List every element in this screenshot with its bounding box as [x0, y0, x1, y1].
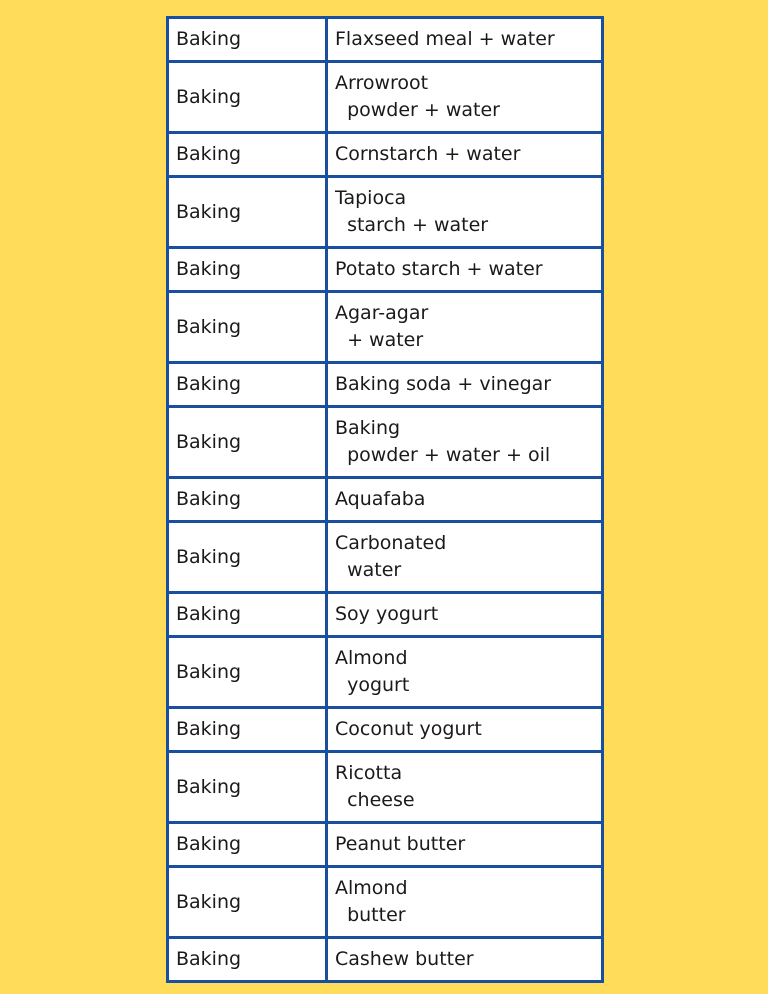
category-cell: Baking — [168, 637, 327, 708]
category-cell: Baking — [168, 177, 327, 248]
substitute-cell — [327, 62, 603, 133]
substitute-line: powder + water — [335, 99, 500, 121]
substitute-line: Flaxseed meal + water — [335, 28, 555, 50]
substitute-line: Agar-agar — [335, 302, 429, 324]
table-row — [168, 637, 603, 708]
category-cell: Baking — [168, 363, 327, 407]
table-row — [168, 938, 603, 982]
category-cell: Baking — [168, 62, 327, 133]
substitute-cell — [327, 823, 603, 867]
substitute-cell — [327, 522, 603, 593]
substitute-line: Potato starch + water — [335, 258, 543, 280]
table-row — [168, 292, 603, 363]
category-cell: Baking — [168, 478, 327, 522]
substitute-line: Tapioca — [335, 187, 407, 209]
category-cell: Baking — [168, 708, 327, 752]
table-row — [168, 62, 603, 133]
substitute-line: Arrowroot — [335, 72, 429, 94]
substitute-line: butter — [335, 904, 406, 926]
substitute-cell — [327, 938, 603, 982]
substitute-line: Peanut butter — [335, 833, 466, 855]
category-cell: Baking — [168, 752, 327, 823]
substitutes-table — [166, 16, 604, 983]
table-row — [168, 478, 603, 522]
category-cell: Baking — [168, 292, 327, 363]
table-row — [168, 248, 603, 292]
category-cell: Baking — [168, 407, 327, 478]
table-row — [168, 407, 603, 478]
substitute-line: Almond — [335, 877, 408, 899]
substitute-cell — [327, 292, 603, 363]
substitute-line: Coconut yogurt — [335, 718, 482, 740]
category-cell: Baking — [168, 823, 327, 867]
table-row — [168, 133, 603, 177]
category-cell: Baking — [168, 133, 327, 177]
substitute-line: water — [335, 559, 402, 581]
table-row — [168, 593, 603, 637]
substitute-cell — [327, 407, 603, 478]
table-row — [168, 177, 603, 248]
substitute-line: Baking — [335, 417, 401, 439]
table-body — [168, 18, 603, 982]
category-cell: Baking — [168, 593, 327, 637]
table-row — [168, 752, 603, 823]
table-row — [168, 708, 603, 752]
substitute-line: cheese — [335, 789, 415, 811]
substitute-line: Carbonated — [335, 532, 447, 554]
substitutes-table-container — [166, 16, 604, 983]
substitute-cell — [327, 133, 603, 177]
substitute-line: starch + water — [335, 214, 489, 236]
substitute-line: Almond — [335, 647, 408, 669]
substitute-cell — [327, 637, 603, 708]
substitute-line: Cornstarch + water — [335, 143, 521, 165]
substitute-line: Aquafaba — [335, 488, 426, 510]
substitute-line: Ricotta — [335, 762, 403, 784]
category-cell: Baking — [168, 248, 327, 292]
substitute-line: Soy yogurt — [335, 603, 439, 625]
category-cell: Baking — [168, 522, 327, 593]
substitute-cell — [327, 248, 603, 292]
substitute-line: yogurt — [335, 674, 410, 696]
substitute-cell — [327, 478, 603, 522]
substitute-cell — [327, 177, 603, 248]
substitute-cell — [327, 752, 603, 823]
substitute-line: Cashew butter — [335, 948, 474, 970]
substitute-cell — [327, 867, 603, 938]
substitute-cell — [327, 18, 603, 62]
category-cell: Baking — [168, 18, 327, 62]
table-row — [168, 363, 603, 407]
table-row — [168, 867, 603, 938]
substitute-cell — [327, 593, 603, 637]
table-row — [168, 823, 603, 867]
table-row — [168, 522, 603, 593]
table-row — [168, 18, 603, 62]
substitute-line: + water — [335, 329, 424, 351]
substitute-cell — [327, 363, 603, 407]
substitute-line: Baking soda + vinegar — [335, 373, 552, 395]
substitute-cell — [327, 708, 603, 752]
substitute-line: powder + water + oil — [335, 444, 551, 466]
category-cell: Baking — [168, 938, 327, 982]
category-cell: Baking — [168, 867, 327, 938]
